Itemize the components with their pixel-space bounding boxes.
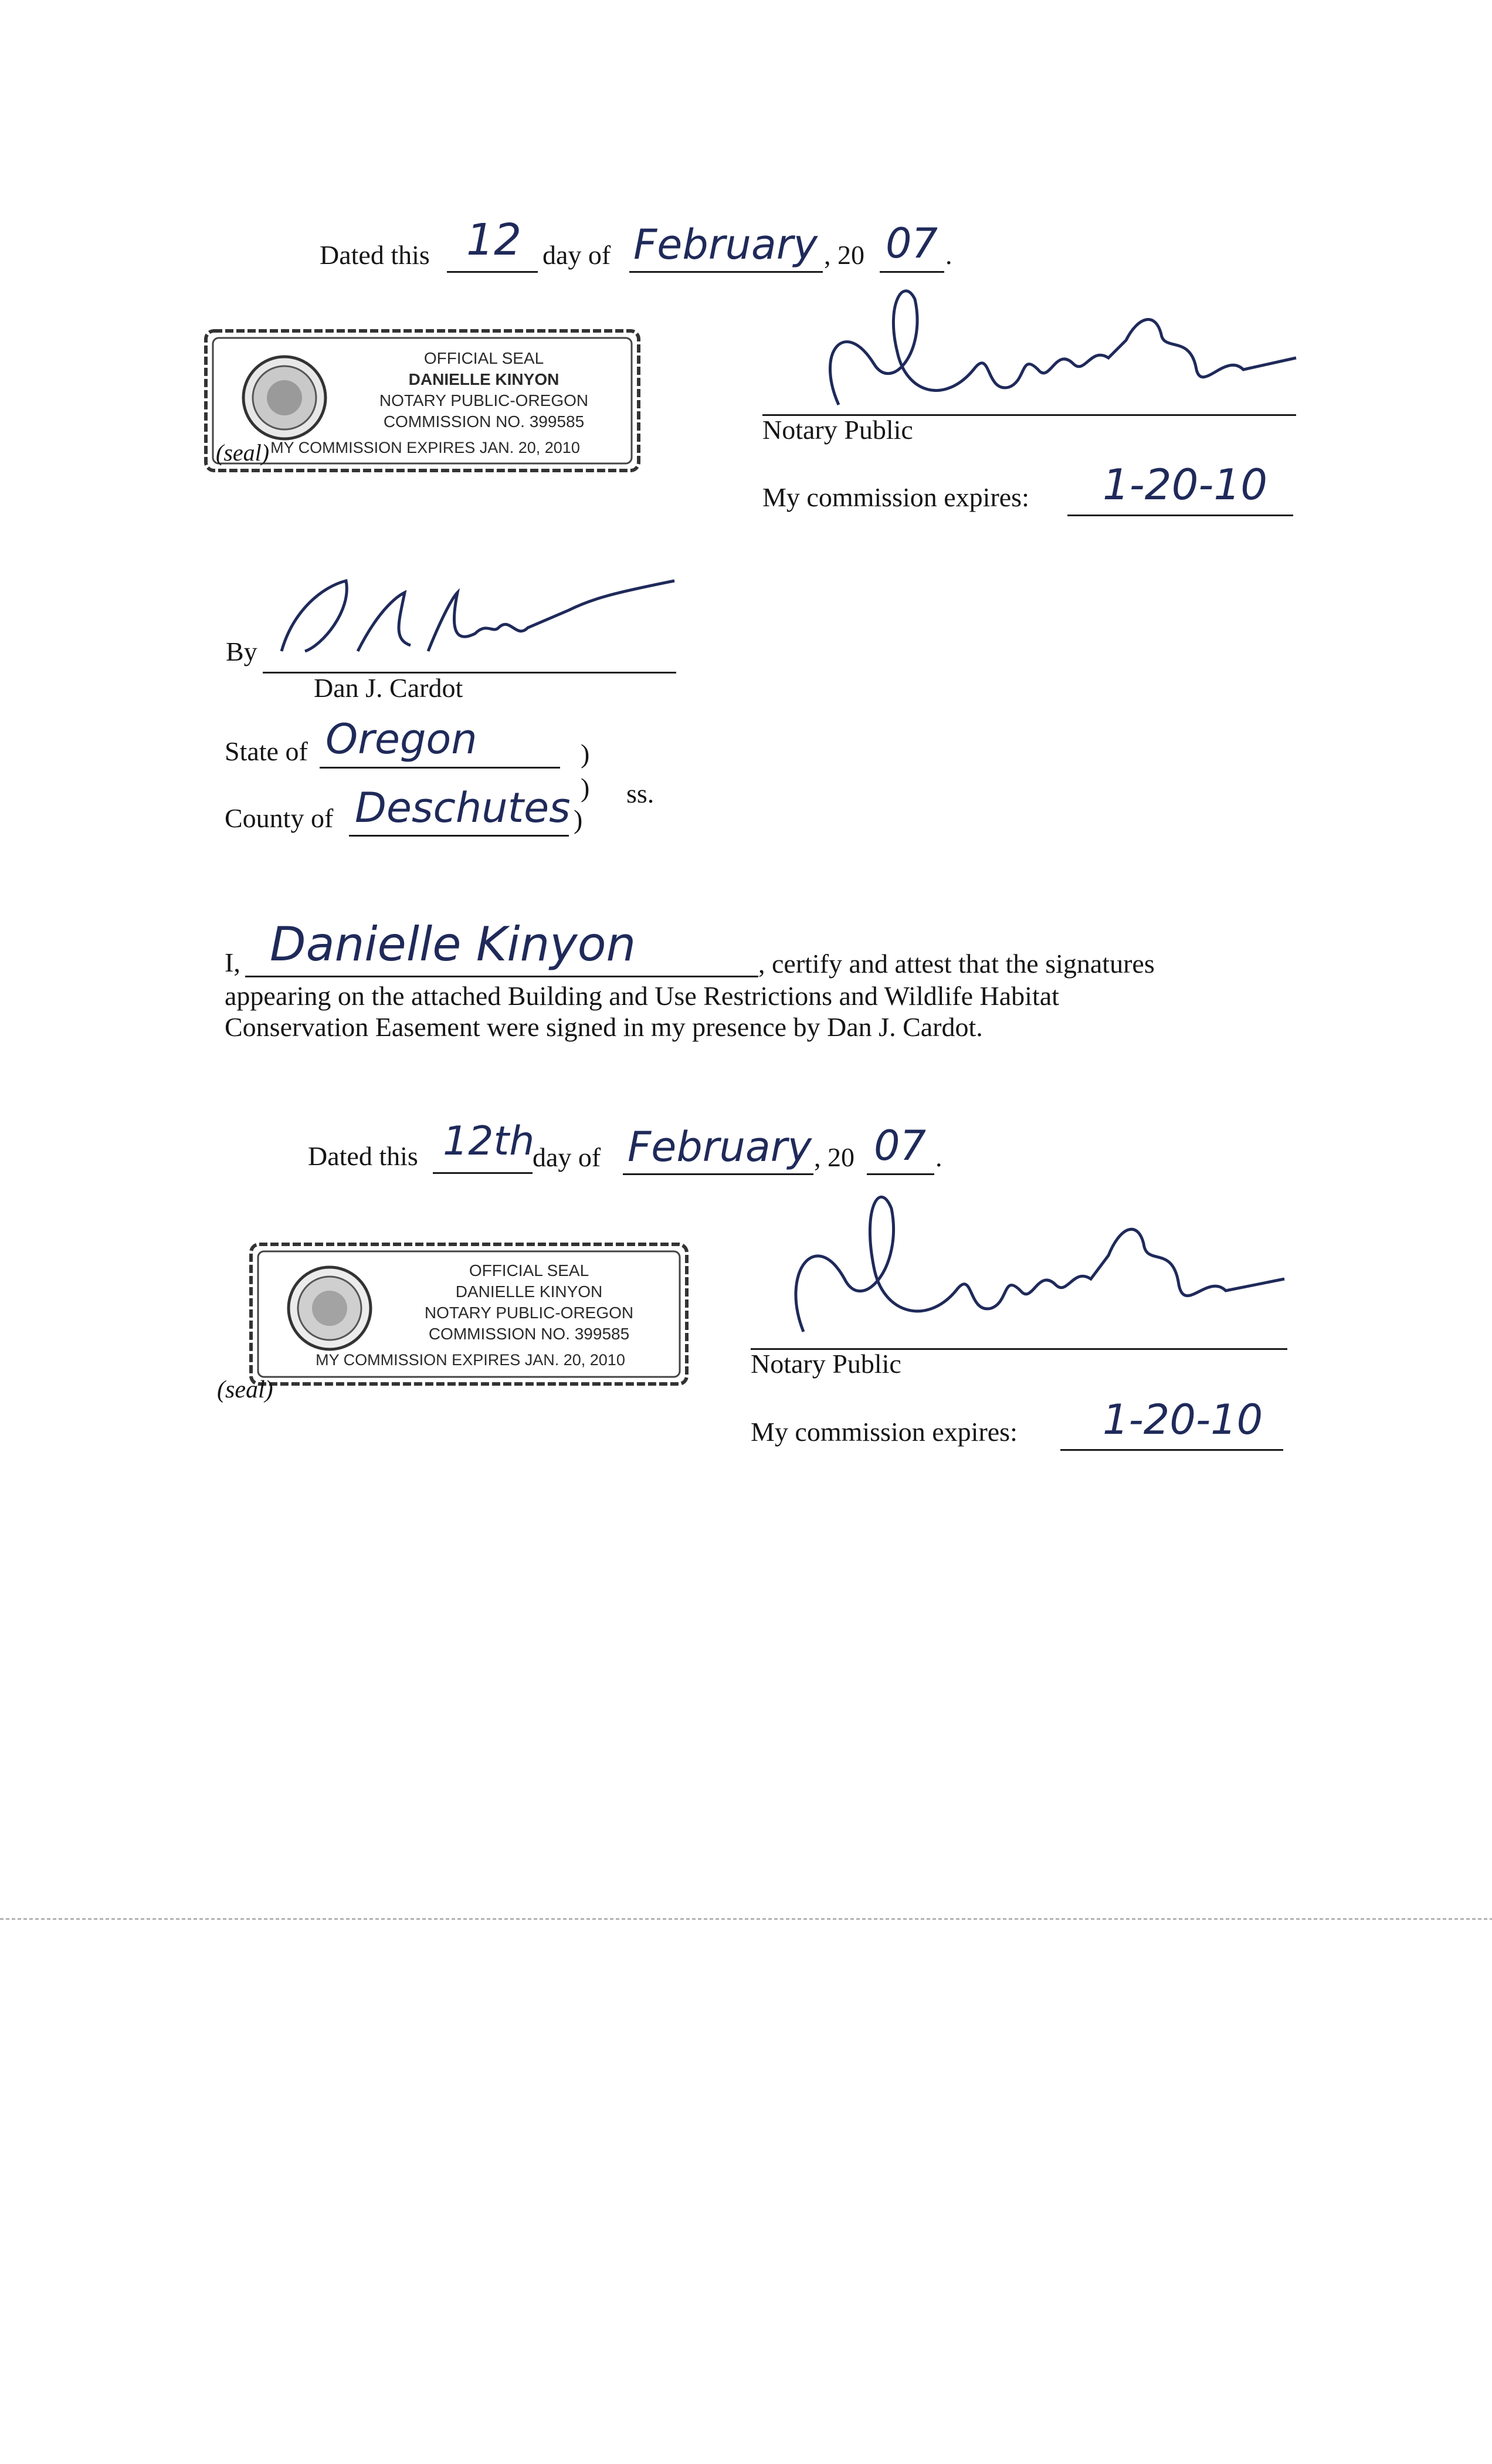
seal-label-1: (seal) (216, 439, 270, 466)
commission-line-1 (1067, 515, 1293, 516)
state-line (320, 767, 560, 769)
year-value-2: 07 (874, 1122, 927, 1170)
official-seal-stamp-2 (247, 1241, 690, 1387)
certify-line-3: Conservation Easement were signed in my presence by Dan J. Cardot. (225, 1012, 983, 1042)
month-value-2: February (628, 1123, 812, 1171)
day-value-2: 12th (443, 1118, 535, 1165)
notary-signature-2 (757, 1185, 1296, 1355)
seal-role-1: NOTARY PUBLIC-OREGON (379, 391, 589, 409)
county-value: Deschutes (355, 784, 571, 832)
state-of-label: State of (225, 736, 308, 766)
year-line-2 (867, 1173, 934, 1175)
scan-edge-line (0, 1917, 1492, 1921)
seal-label-2: (seal) (217, 1376, 273, 1403)
day-line-1 (447, 271, 538, 273)
period-1: . (945, 240, 952, 270)
year-prefix-1: , 20 (824, 240, 864, 270)
seal-title-1: OFFICIAL SEAL (423, 349, 544, 367)
state-value: Oregon (325, 715, 477, 763)
seal-commission-1: COMMISSION NO. 399585 (383, 412, 585, 431)
notary-public-label-2: Notary Public (751, 1349, 901, 1379)
period-2: . (935, 1142, 942, 1172)
notary-signature-1 (780, 282, 1308, 434)
month-value-1: February (633, 221, 818, 269)
seal-expires-2: MY COMMISSION EXPIRES JAN. 20, 2010 (316, 1351, 625, 1369)
commission-expires-value-1: 1-20-10 (1103, 460, 1268, 509)
seal-commission-2: COMMISSION NO. 399585 (428, 1325, 630, 1343)
by-label: By (226, 637, 257, 666)
year-prefix-2: , 20 (814, 1142, 854, 1172)
paren-2: ) (581, 773, 590, 803)
certify-i-label: I, (225, 947, 240, 977)
signatory-name: Dan J. Cardot (314, 673, 463, 703)
seal-expires-1: MY COMMISSION EXPIRES JAN. 20, 2010 (270, 439, 580, 456)
month-line-2 (623, 1173, 813, 1175)
notary-public-label-1: Notary Public (762, 415, 913, 445)
day-of-label-1: day of (542, 240, 611, 270)
day-value-1: 12 (466, 215, 522, 265)
county-line (349, 835, 569, 837)
ss-label: ss. (626, 779, 655, 808)
commission-line-2 (1060, 1449, 1283, 1451)
certify-line-1-rest: , certify and attest that the signatures (758, 949, 1155, 979)
day-line-2 (433, 1172, 533, 1174)
dated-this-label-1: Dated this (320, 240, 430, 270)
commission-expires-label-2: My commission expires: (751, 1417, 1018, 1447)
year-line-1 (880, 271, 944, 273)
cardot-signature (264, 563, 710, 675)
day-of-label-2: day of (533, 1142, 601, 1172)
seal-role-2: NOTARY PUBLIC-OREGON (424, 1304, 634, 1322)
county-of-label: County of (225, 803, 334, 833)
paren-1: ) (581, 739, 590, 769)
seal-name-2: DANIELLE KINYON (455, 1282, 603, 1301)
certify-line-2: appearing on the attached Building and Use Restrictions and Wildlife Habitat (225, 981, 1059, 1011)
certify-name-line (245, 976, 758, 977)
month-line-1 (629, 271, 823, 273)
certify-notary-name: Danielle Kinyon (270, 917, 636, 972)
paren-3: ) (574, 804, 583, 834)
year-value-1: 07 (886, 219, 938, 268)
commission-expires-label-1: My commission expires: (762, 482, 1029, 512)
commission-expires-value-2: 1-20-10 (1103, 1396, 1263, 1444)
dated-this-label-2: Dated this (308, 1141, 418, 1171)
seal-title-2: OFFICIAL SEAL (469, 1261, 589, 1280)
seal-name-1: DANIELLE KINYON (408, 370, 560, 388)
